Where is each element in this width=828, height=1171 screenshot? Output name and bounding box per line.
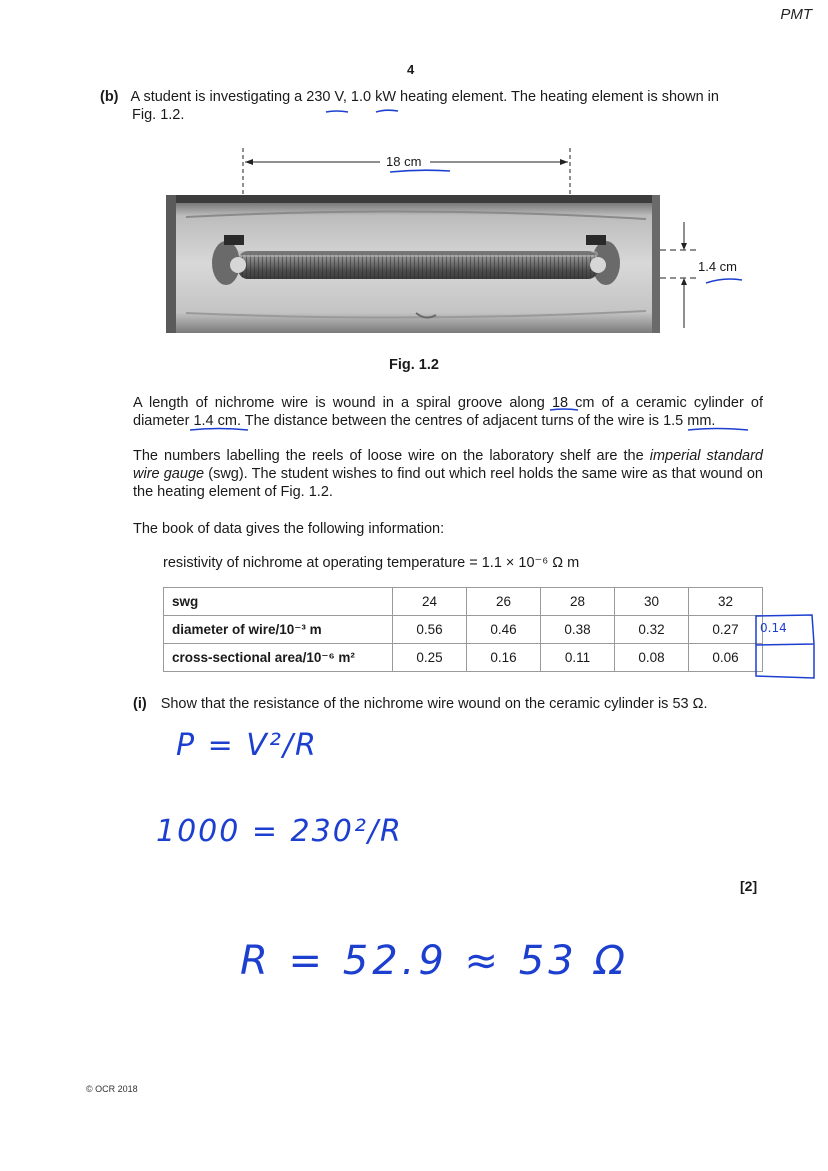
- table-cell: 0.56: [393, 616, 467, 644]
- table-cell: 0.32: [615, 616, 689, 644]
- row-header: swg: [164, 588, 393, 616]
- length-label: 18 cm: [386, 154, 422, 169]
- sub-question-label: (i): [133, 696, 147, 712]
- paragraph-swg-before: The numbers labelling the reels of loose wire on the laboratory shelf are the: [133, 448, 650, 464]
- table-row: [164, 644, 763, 672]
- copyright: © OCR 2018: [86, 1084, 138, 1094]
- paragraph-data-intro: The book of data gives the following information:: [133, 521, 445, 537]
- table-cell: 0.46: [467, 616, 541, 644]
- question-intro-line1: A student is investigating a 230 V, 1.0 kW heating element. The heating element is shown in: [130, 89, 719, 105]
- table-cell: 0.38: [541, 616, 615, 644]
- table-cell: 26: [467, 588, 541, 616]
- diameter-label: 1.4 cm: [698, 259, 738, 274]
- table-cell: 0.08: [615, 644, 689, 672]
- table-cell: 24: [393, 588, 467, 616]
- resistivity-line: resistivity of nichrome at operating temperature = 1.1 × 10⁻⁶ Ω m: [163, 555, 580, 571]
- table-cell: 0.27: [689, 616, 763, 644]
- handwritten-diameter-value: 0.14: [760, 621, 787, 635]
- handwritten-working-line2: 1000 = 230²/R: [156, 814, 403, 849]
- table-cell: 0.16: [467, 644, 541, 672]
- handwritten-working-line1: P = V²/R: [176, 728, 318, 763]
- table-cell: 0.06: [689, 644, 763, 672]
- paragraph-swg-after: (swg). The student wishes to find out which reel holds the same wire as that wound on the heating element of Fig. 1.2.: [133, 466, 763, 500]
- paragraph-swg-italic: imperial standard wire gauge: [133, 448, 763, 482]
- paragraph-description: A length of nichrome wire is wound in a spiral groove along 18 cm of a ceramic cylinder of diameter 1.4 cm. The distance between the centres of adjacent turns of the wire is 1.5 mm.: [133, 395, 763, 429]
- handwritten-working-line3: R = 52.9 ≈ 53 Ω: [240, 938, 629, 984]
- table-cell: 30: [615, 588, 689, 616]
- marks: [2]: [740, 878, 758, 894]
- table-cell: 0.25: [393, 644, 467, 672]
- question-intro-line2: Fig. 1.2.: [132, 107, 185, 123]
- question-label: (b): [100, 89, 119, 105]
- table-row: [164, 616, 763, 644]
- heating-element-photo: [166, 195, 660, 333]
- sub-question: [133, 696, 708, 712]
- figure-caption: Fig. 1.2: [389, 357, 439, 373]
- table-cell: 0.11: [541, 644, 615, 672]
- table-cell: 28: [541, 588, 615, 616]
- table-cell: 32: [689, 588, 763, 616]
- page-number: 4: [407, 62, 415, 77]
- row-header: diameter of wire/10⁻³ m: [164, 616, 393, 644]
- sub-question-text: Show that the resistance of the nichrome wire wound on the ceramic cylinder is 53 Ω.: [160, 696, 708, 712]
- swg-table: [163, 587, 763, 672]
- watermark: PMT: [780, 6, 812, 23]
- table-row: [164, 588, 763, 616]
- paragraph-swg: [133, 447, 763, 501]
- row-header: cross-sectional area/10⁻⁶ m²: [164, 644, 393, 672]
